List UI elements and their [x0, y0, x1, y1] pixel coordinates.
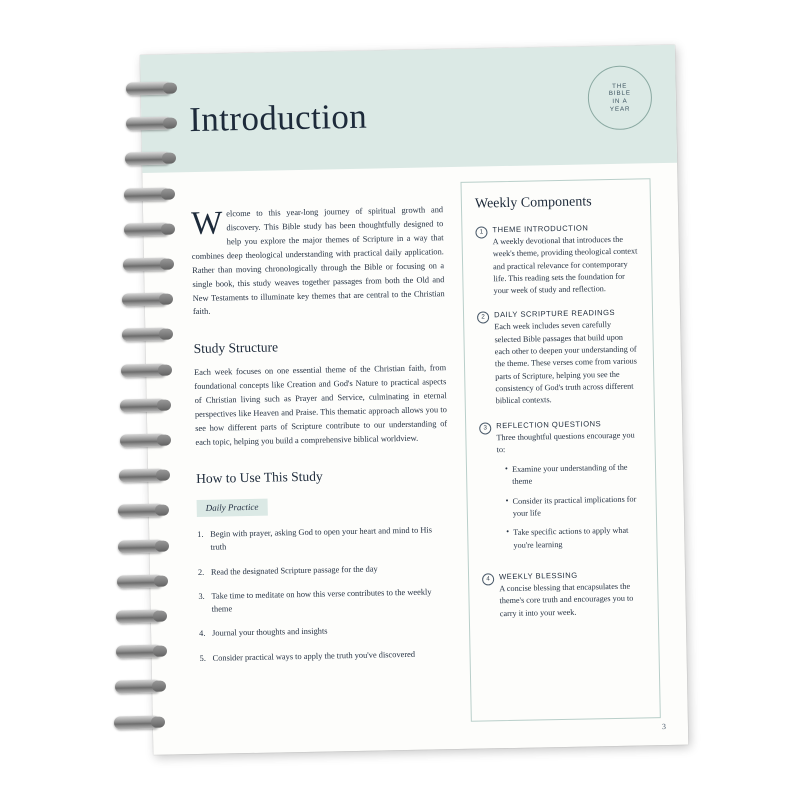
- component-item-4: [482, 569, 645, 620]
- intro-paragraph: [191, 204, 445, 320]
- reflection-question-list: [497, 462, 644, 553]
- number-circle-icon: 4: [482, 573, 494, 585]
- spiral-binding: [0, 0, 150, 800]
- list-item: [199, 624, 451, 641]
- section-heading-study-structure: Study Structure: [193, 339, 279, 357]
- list-item: • Take specific actions to apply what you're learning: [506, 525, 643, 552]
- component-body: A weekly devotional that introduces the week's theme, providing theological context and practical relevance for contemporary life. This reading sets the foundation for your week of study and reflection.: [492, 234, 638, 296]
- page-title: Introduction: [188, 96, 368, 140]
- page-number: 3: [661, 722, 667, 732]
- daily-practice-chip: Daily Practice: [197, 499, 268, 517]
- list-item: [198, 586, 450, 616]
- list-item: [199, 648, 451, 665]
- step-text: Journal your thoughts and insights: [212, 626, 328, 639]
- component-item-3: [479, 418, 644, 559]
- step-text: Consider practical ways to apply the truth you've discovered: [212, 649, 416, 663]
- component-title: WEEKLY BLESSING: [498, 570, 578, 582]
- left-column: [191, 195, 452, 677]
- number-circle-icon: 3: [479, 422, 491, 434]
- number-circle-icon: 1: [475, 226, 487, 238]
- section-text-study-structure: Each week focuses on one essential theme of the Christian faith, from foundational concepts like Creation and God's Nature to practical aspects of Christian living such as Prayer and Service, culminating in eternal perspectives like Heaven and Praise. This thematic approach allows you to see how different parts of Scripture contribute to our understanding of each topic, helping you build a comprehensive biblical worldview.: [194, 363, 448, 447]
- step-text: Begin with prayer, asking God to open your heart and mind to His truth: [210, 525, 433, 552]
- page-body: [142, 163, 688, 755]
- badge-line-2: BIBLE: [608, 89, 631, 98]
- list-item: [198, 562, 450, 579]
- book-page: [140, 45, 688, 755]
- number-circle-icon: 2: [477, 312, 489, 324]
- badge-line-3: IN A: [612, 97, 628, 105]
- component-body: A concise blessing that encapsulates the theme's core truth and encourages you to carry it into your week.: [499, 581, 634, 618]
- weekly-components-box: [460, 178, 660, 722]
- component-item-1: [475, 222, 638, 298]
- component-item-2: [477, 308, 641, 408]
- badge-line-1: THE: [612, 82, 628, 90]
- drop-cap: W: [190, 205, 223, 243]
- badge-line-4: YEAR: [609, 105, 631, 113]
- component-title: THEME INTRODUCTION: [492, 223, 589, 235]
- step-text: Take time to meditate on how this verse contributes to the weekly theme: [211, 587, 432, 614]
- step-number: 2.: [197, 567, 205, 577]
- step-number: 4.: [199, 629, 206, 639]
- list-item: • Examine your understanding of the theme: [505, 462, 642, 489]
- component-title: REFLECTION QUESTIONS: [496, 418, 602, 430]
- component-body: Each week includes seven carefully selected Bible passages that build upon each other to deepen your understanding of the theme. These verses come from various parts of Scripture, helping you see the consistency of God's truth across different biblical contexts.: [494, 320, 638, 406]
- daily-practice-steps: [197, 525, 452, 666]
- step-number: 5.: [199, 653, 206, 664]
- step-text: Read the designated Scripture passage for the day: [210, 564, 378, 577]
- step-number: 1.: [197, 530, 204, 540]
- intro-text: elcome to this year-long journey of spiritual growth and discovery. This Bible study has been thoughtfully designed to help you explore the major themes of Scripture in a way that combines deep theological understanding with practical daily application. Rather than moving chronologically through the Bible or focusing on a single book, this study weaves together passages from both the Old and New Testaments to illuminate key themes that are central to the Christian faith.: [191, 205, 445, 317]
- section-heading-how-to-use: How to Use This Study: [196, 468, 323, 487]
- weekly-components-heading: Weekly Components: [474, 194, 592, 212]
- component-title: DAILY SCRIPTURE READINGS: [493, 308, 616, 320]
- component-body: Three thoughtful questions encourage you to:: [496, 430, 635, 455]
- list-item: • Consider its practical implications for your life: [506, 493, 643, 520]
- list-item: [197, 525, 449, 555]
- step-number: 3.: [198, 592, 205, 602]
